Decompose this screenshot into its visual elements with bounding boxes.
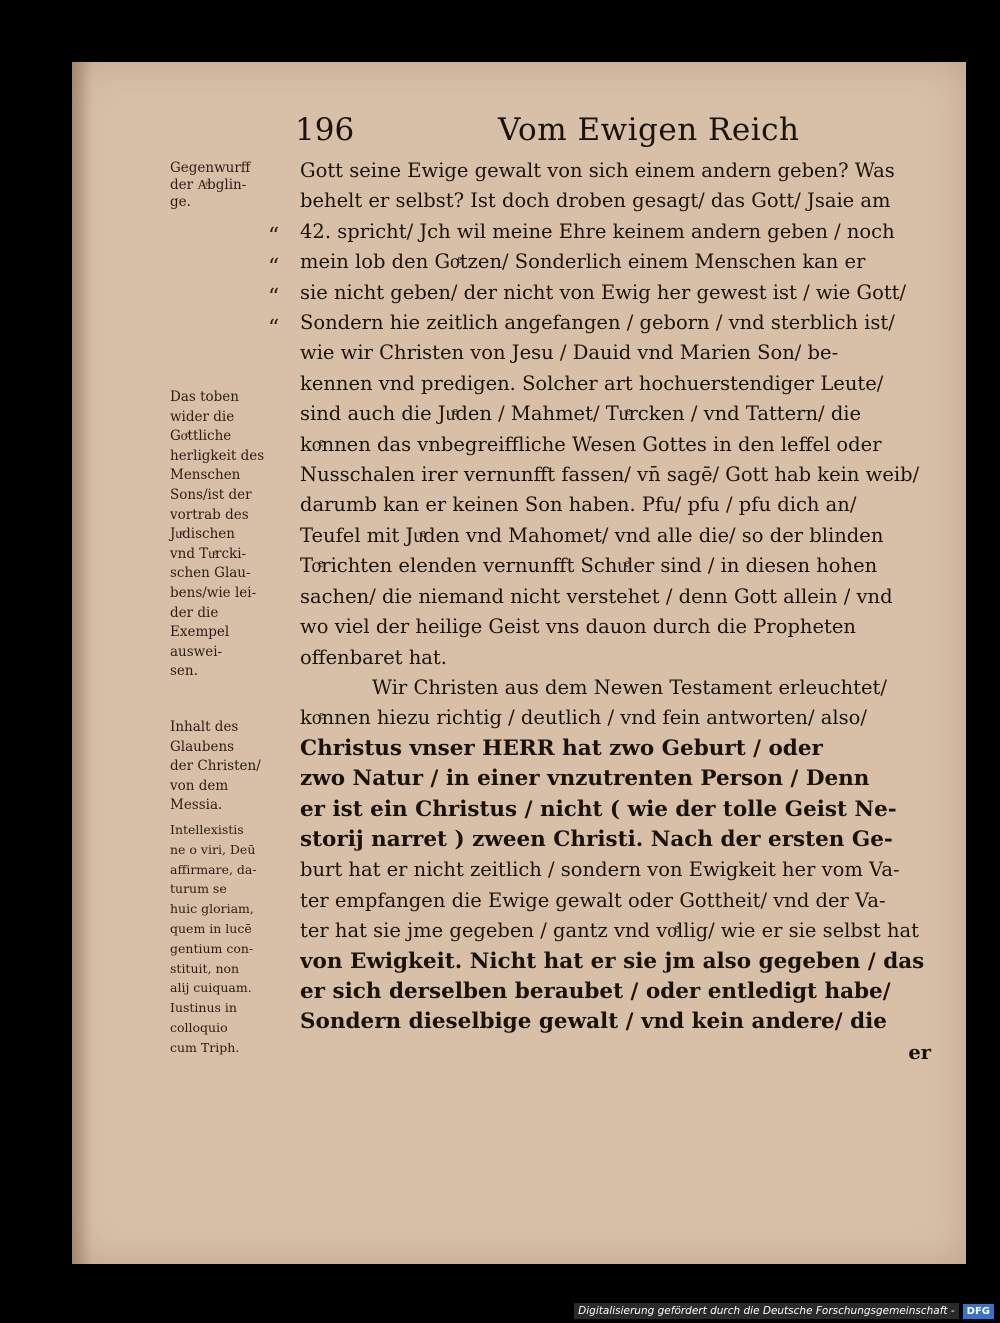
margin-note-3: Inhalt des Glaubens der Christen/ von dem Messia.	[170, 719, 261, 813]
margin-note-2: Das toben wider die Goͤttliche herligkeit des Menschen Sons/ist der vortrab des Juͤdischen vnd Tuͤrcki- schen Glau- bens/wie lei- der die Exempel auswei- sen.	[170, 389, 265, 680]
text-line: ter empfangen die Ewige gewalt oder Gottheit/ vnd der Va-	[300, 888, 886, 912]
text-line: darumb kan er keinen Son haben. Pfu/ pfu / pfu dich an/	[300, 493, 857, 517]
text-line: Sondern dieselbige gewalt / vnd kein andere/ die	[300, 1009, 887, 1035]
text-line: wie wir Christen von Jesu / Dauid vnd Marien Son/ be-	[300, 341, 839, 365]
text-line: Sondern hie zeitlich angefangen / geborn / vnd sterblich ist/	[300, 311, 895, 335]
text-line: wo viel der heilige Geist vns dauon durch die Propheten	[300, 615, 856, 639]
text-line: Toͤrichten elenden vernunfft Schuͤler sind / in diesen hohen	[300, 554, 878, 578]
text-line: Wir Christen aus dem Newen Testament erleuchtet/	[372, 675, 887, 699]
quote-mark: “	[268, 254, 280, 280]
running-title: Vom Ewigen Reich	[498, 112, 800, 148]
quote-mark: “	[268, 315, 280, 341]
gutter-shadow	[72, 62, 92, 1264]
dfg-logo: DFG	[963, 1304, 994, 1319]
text-line: er sich derselben beraubet / oder entledigt habe/	[300, 978, 891, 1004]
catchword: er	[908, 1040, 931, 1064]
text-line: storij narret ) zween Christi. Nach der ersten Ge-	[300, 826, 893, 852]
text-line: von Ewigkeit. Nicht hat er sie jm also gegeben / das	[300, 948, 925, 974]
body-text	[300, 156, 935, 1068]
text-line: Gott seine Ewige gewalt von sich einem andern geben? Was	[300, 159, 895, 182]
quote-mark: “	[268, 285, 280, 310]
text-line: koͤnnen das vnbegreiffliche Wesen Gottes in den leffel oder	[300, 432, 882, 456]
text-line: burt hat er nicht zeitlich / sondern von Ewigkeit her vom Va-	[300, 858, 900, 882]
text-line: mein lob den Goͤtzen/ Sonderlich einem Menschen kan er	[300, 250, 866, 274]
text-line: ter hat sie jme gegeben / gantz vnd voͤllig/ wie er sie selbst hat	[300, 919, 919, 943]
text-line: kennen vnd predigen. Solcher art hochuerstendiger Leute/	[300, 371, 884, 395]
text-line: offenbaret hat.	[300, 645, 447, 669]
text-line: sind auch die Juͤden / Mahmet/ Tuͤrcken / vnd Tattern/ die	[300, 402, 862, 426]
quotation-marks	[268, 222, 304, 344]
text-line: zwo Natur / in einer vnzutrenten Person / Denn	[300, 766, 870, 792]
text-line: koͤnnen hiezu richtig / deutlich / vnd fein antworten/ also/	[300, 706, 867, 730]
margin-note-latin: Intellexistis ne o viri, Deū affirmare, da- turum se huic gloriam, quem in lucē gentium con- stituit, non alij cuiquam. Iustinus in colloquio cum Triph.	[170, 822, 257, 1055]
footer-text: Digitalisierung gefördert durch die Deutsche Forschungsgemeinschaft -	[574, 1303, 958, 1319]
text-line: Nusschalen irer vernunfft fassen/ vn̄ sagē/ Gott hab kein weib/	[300, 463, 920, 487]
footer-credit	[574, 1301, 994, 1321]
text-line: behelt er selbst? Ist doch droben gesagt/ das Gott/ Jsaie am	[300, 189, 891, 213]
text-line: er ist ein Christus / nicht ( wie der tolle Geist Ne-	[300, 796, 897, 822]
text-line: Teufel mit Juͤden vnd Mahomet/ vnd alle die/ so der blinden	[300, 523, 884, 547]
text-line: 42. spricht/ Jch wil meine Ehre keinem andern geben / noch	[300, 219, 895, 243]
quote-mark: “	[268, 224, 280, 249]
margin-note-1: Gegenwurff der Aͤbglin- ge.	[170, 160, 251, 210]
text-line: sie nicht geben/ der nicht von Ewig her gewest ist / wie Gott/	[300, 280, 907, 304]
text-line: Christus vnser HERR hat zwo Geburt / oder	[300, 735, 823, 761]
text-line: sachen/ die niemand nicht verstehet / denn Gott allein / vnd	[300, 584, 893, 608]
page-number: 196	[295, 112, 355, 148]
